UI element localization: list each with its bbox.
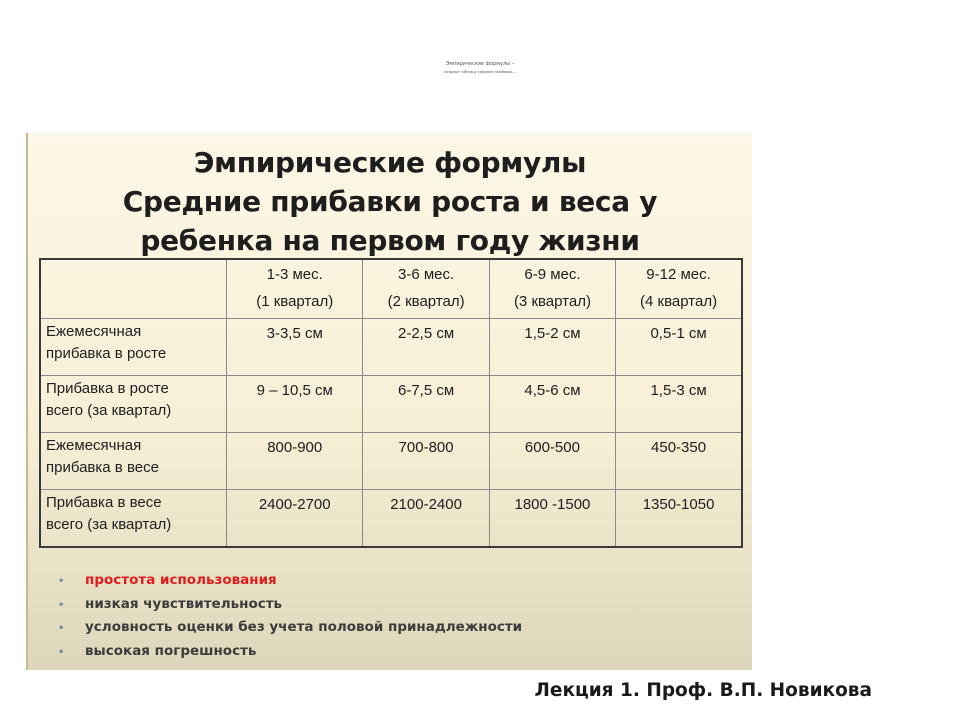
row-label bbox=[40, 490, 227, 548]
row-label bbox=[40, 433, 227, 490]
table-cell: 2-2,5 см bbox=[363, 319, 489, 376]
table-cell: 450-350 bbox=[616, 433, 742, 490]
bullet-item bbox=[58, 593, 522, 617]
top-caption bbox=[0, 62, 960, 74]
bullet-item bbox=[58, 640, 522, 664]
row-label-line: прибавка в весе bbox=[46, 459, 159, 476]
lecture-footer: Лекция 1. Проф. В.П. Новикова bbox=[534, 680, 872, 701]
bullet-item bbox=[58, 616, 522, 640]
bullet-icon: • bbox=[58, 646, 65, 658]
row-label-line: Прибавка в росте bbox=[46, 380, 169, 397]
slide-title-line-3: ребенка на первом году жизни bbox=[140, 224, 640, 257]
row-label bbox=[40, 376, 227, 433]
table-cell: 600-500 bbox=[489, 433, 615, 490]
top-caption-line-2: создают таблицу средних прибавок... bbox=[443, 69, 517, 74]
table-cell: 4,5-6 см bbox=[489, 376, 615, 433]
bullet-text: высокая погрешность bbox=[85, 642, 257, 659]
header-cell-q1 bbox=[227, 259, 363, 319]
table-cell: 1800 -1500 bbox=[489, 490, 615, 548]
table-cell: 9 – 10,5 см bbox=[227, 376, 363, 433]
table-cell: 6-7,5 см bbox=[363, 376, 489, 433]
table-cell: 1,5-2 см bbox=[489, 319, 615, 376]
bullet-text: условность оценки без учета половой принадлежности bbox=[85, 619, 523, 635]
header-period: 9-12 мес. bbox=[646, 266, 711, 283]
slide-title-line-1: Эмпирические формулы bbox=[193, 146, 587, 179]
row-label-line: прибавка в росте bbox=[46, 345, 167, 362]
table-row bbox=[40, 376, 742, 433]
header-cell-q3 bbox=[489, 259, 615, 319]
header-quarter: (2 квартал) bbox=[387, 293, 465, 310]
header-cell-q4 bbox=[616, 259, 742, 319]
table-header-row bbox=[40, 259, 742, 319]
row-label-line: Ежемесячная bbox=[46, 437, 142, 454]
bullet-icon: • bbox=[58, 623, 65, 634]
row-label-line: Прибавка в весе bbox=[46, 494, 162, 511]
row-label-line: всего (за квартал) bbox=[46, 516, 172, 533]
header-period: 1-3 мес. bbox=[266, 266, 323, 283]
row-label-line: всего (за квартал) bbox=[46, 402, 172, 419]
slide-title-line-2: Средние прибавки роста и веса у bbox=[122, 185, 658, 218]
table-cell: 3-3,5 см bbox=[227, 319, 363, 376]
top-caption-line-1: Эмпирические формулы – bbox=[445, 61, 515, 67]
header-quarter: (4 квартал) bbox=[640, 293, 718, 310]
table-cell: 700-800 bbox=[363, 433, 489, 490]
header-quarter: (3 квартал) bbox=[513, 293, 591, 310]
bullet-icon: • bbox=[58, 599, 65, 611]
table-cell: 2100-2400 bbox=[363, 490, 489, 548]
table-row bbox=[40, 490, 742, 548]
table-row bbox=[40, 319, 742, 376]
header-period: 6-9 мес. bbox=[524, 266, 581, 283]
table-cell: 800-900 bbox=[227, 433, 363, 490]
slide bbox=[26, 133, 752, 670]
bullet-list bbox=[58, 569, 522, 663]
bullet-text-highlight: простота использования bbox=[85, 572, 277, 588]
row-label-line: Ежемесячная bbox=[46, 323, 142, 340]
bullet-icon: • bbox=[58, 576, 65, 587]
table-corner-cell bbox=[40, 259, 227, 319]
row-label bbox=[40, 319, 227, 376]
bullet-item bbox=[58, 569, 522, 593]
growth-weight-table bbox=[39, 258, 743, 548]
header-quarter: (1 квартал) bbox=[256, 293, 334, 310]
table-cell: 1,5-3 см bbox=[616, 376, 742, 433]
table-cell: 2400-2700 bbox=[227, 490, 363, 548]
table-cell: 1350-1050 bbox=[616, 490, 742, 548]
table-row bbox=[40, 433, 742, 490]
header-period: 3-6 мес. bbox=[398, 266, 455, 283]
bullet-text: низкая чувствительность bbox=[85, 595, 283, 612]
header-cell-q2 bbox=[363, 259, 489, 319]
slide-title bbox=[28, 143, 752, 260]
table-cell: 0,5-1 см bbox=[616, 319, 742, 376]
